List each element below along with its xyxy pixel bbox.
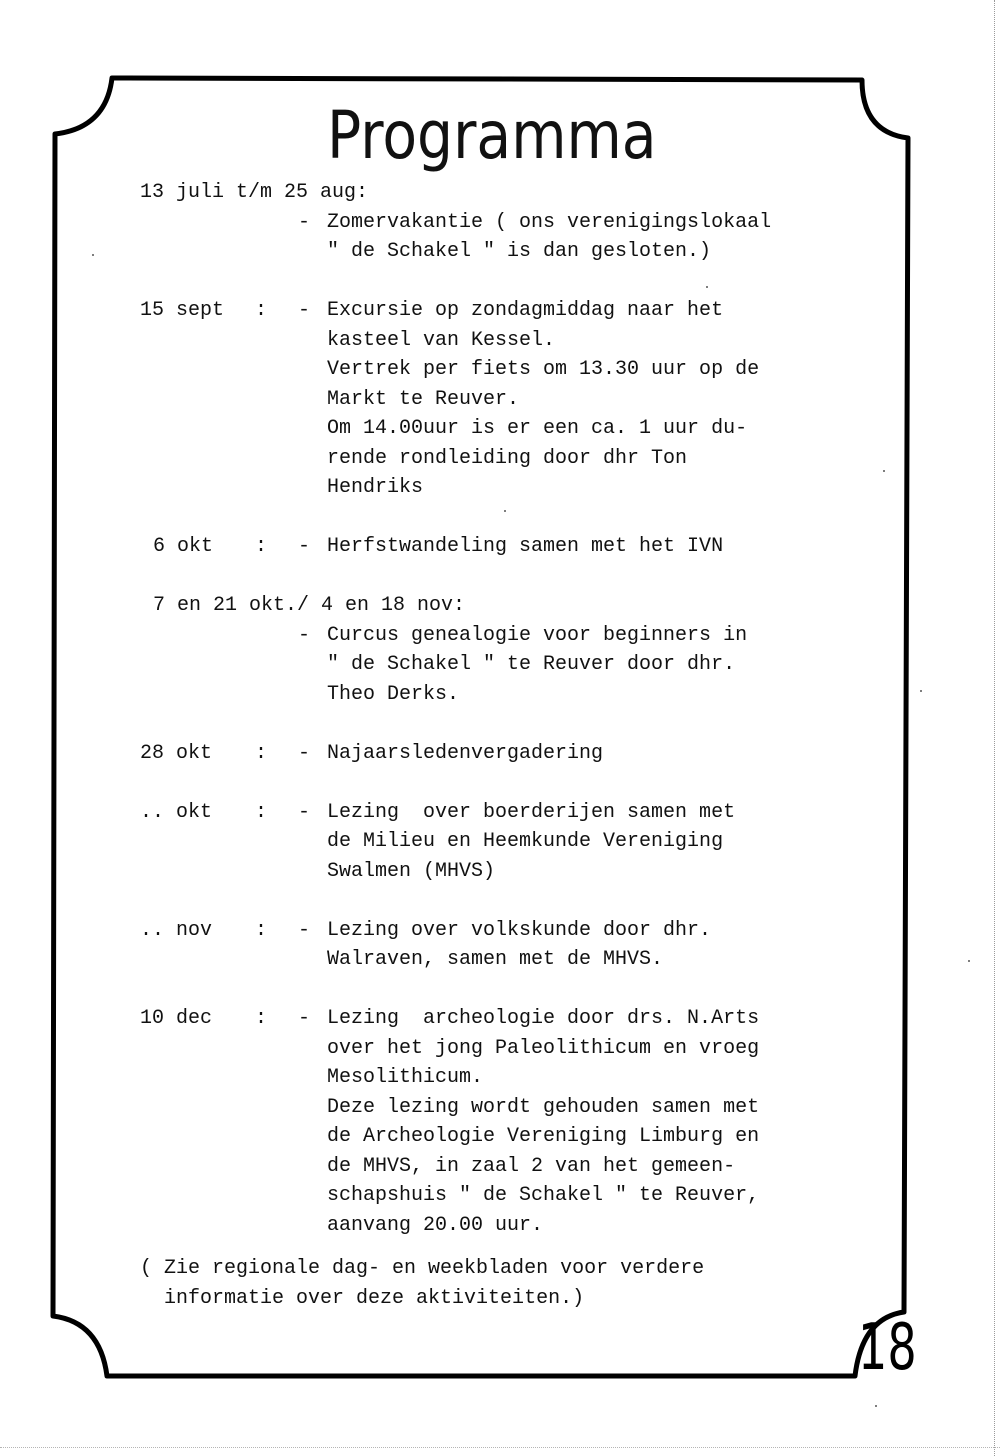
page-title: Programma xyxy=(327,97,657,174)
scan-speck xyxy=(875,1405,877,1407)
spacer xyxy=(140,503,880,533)
entry-date: 6 okt xyxy=(153,535,214,558)
footnote xyxy=(140,1254,880,1313)
scan-margin-horizontal xyxy=(0,1447,1000,1448)
entry-date: 13 juli t/m 25 aug: xyxy=(140,181,369,204)
entry-line: Najaarsledenvergadering xyxy=(327,741,604,765)
entry-line: de MHVS, in zaal 2 van het gemeen- xyxy=(327,1154,736,1178)
entry-row xyxy=(140,1063,880,1093)
spacer xyxy=(140,709,880,739)
entry-row xyxy=(140,1034,880,1064)
entry-row xyxy=(140,1093,880,1123)
entry-row xyxy=(140,532,880,562)
footnote-line: ( Zie regionale dag- en weekbladen voor verdere xyxy=(140,1257,705,1280)
entry-line: " de Schakel " te Reuver door dhr. xyxy=(327,653,736,676)
scan-speck xyxy=(883,470,885,472)
entry-row xyxy=(140,1004,880,1034)
entry-line: Mesolithicum. xyxy=(327,1066,484,1089)
entry-row xyxy=(140,945,880,975)
entry-line: de Archeologie Vereniging Limburg en xyxy=(327,1125,760,1148)
entry-line: Deze lezing wordt gehouden samen met xyxy=(327,1095,760,1119)
entry-row xyxy=(140,1181,880,1211)
spacer xyxy=(140,768,880,798)
entry-line: de Milieu en Heemkunde Vereniging xyxy=(327,830,724,853)
spacer xyxy=(140,267,880,297)
entry-line: Vertrek per fiets om 13.30 uur op de xyxy=(327,358,760,381)
entry-row xyxy=(140,916,880,946)
entry-line: schapshuis " de Schakel " te Reuver, xyxy=(327,1184,760,1207)
entry-line: Hendriks xyxy=(327,476,424,499)
entry-line: Walraven, samen met de MHVS. xyxy=(327,948,664,971)
entry-dash: - xyxy=(298,210,311,234)
entry-line: over het jong Paleolithicum en vroeg xyxy=(327,1036,760,1060)
entry-date: 15 sept xyxy=(140,299,225,322)
scan-speck xyxy=(92,254,94,256)
entry-line: Curcus genealogie voor beginners in xyxy=(327,623,748,647)
entry-header-row xyxy=(140,178,880,208)
entry-dash: - xyxy=(298,800,311,824)
entry-row xyxy=(140,444,880,474)
entry-line: Om 14.00uur is er een ca. 1 uur du- xyxy=(327,417,748,440)
entry-line: Excursie op zondagmiddag naar het xyxy=(327,299,724,322)
entry-colon: : xyxy=(255,535,268,558)
spacer xyxy=(140,562,880,592)
entry-dash: - xyxy=(298,741,311,765)
entry-line: rende rondleiding door dhr Ton xyxy=(327,446,688,470)
program-entry xyxy=(140,739,880,769)
page-number: 18 xyxy=(858,1311,917,1385)
entry-row xyxy=(140,798,880,828)
entry-row xyxy=(140,1152,880,1182)
entry-dash: - xyxy=(298,535,311,558)
entry-line: Lezing archeologie door drs. N.Arts xyxy=(327,1007,760,1030)
scan-speck xyxy=(968,960,970,962)
entry-row xyxy=(140,355,880,385)
entry-line: Herfstwandeling samen met het IVN xyxy=(327,535,724,558)
entry-row xyxy=(140,680,880,710)
spacer xyxy=(140,886,880,916)
entry-dash: - xyxy=(298,918,311,942)
program-entry xyxy=(140,1004,880,1240)
program-entry xyxy=(140,178,880,267)
entry-row xyxy=(140,473,880,503)
entry-row xyxy=(140,385,880,415)
entry-line: Swalmen (MHVS) xyxy=(327,859,496,883)
scan-margin-vertical xyxy=(994,0,995,1456)
entry-colon: : xyxy=(255,918,268,942)
entry-row xyxy=(140,414,880,444)
entry-line: kasteel van Kessel. xyxy=(327,328,556,352)
entry-line: Theo Derks. xyxy=(327,682,460,706)
program-entry xyxy=(140,532,880,562)
entry-date: .. okt xyxy=(140,800,213,824)
entry-date: .. nov xyxy=(140,918,213,942)
entry-line: aanvang 20.00 uur. xyxy=(327,1213,544,1237)
entry-date: 10 dec xyxy=(140,1007,213,1030)
entry-date: 28 okt xyxy=(140,741,213,765)
program-entry xyxy=(140,798,880,887)
entry-row xyxy=(140,827,880,857)
entry-row xyxy=(140,857,880,887)
entry-row xyxy=(140,1211,880,1241)
entry-colon: : xyxy=(255,741,268,765)
entry-dash: - xyxy=(298,299,311,322)
entry-colon: : xyxy=(255,299,268,322)
program-entry xyxy=(140,296,880,503)
entry-dash: - xyxy=(298,1007,311,1030)
entry-row xyxy=(140,237,880,267)
entry-line: Lezing over volkskunde door dhr. xyxy=(327,918,712,942)
entry-line: " de Schakel " is dan gesloten.) xyxy=(327,240,712,263)
program-entry xyxy=(140,591,880,709)
entry-line: Lezing over boerderijen samen met xyxy=(327,800,736,824)
entry-row xyxy=(140,1122,880,1152)
entry-row xyxy=(140,739,880,769)
entry-header-row xyxy=(140,591,880,621)
entry-date: 7 en 21 okt./ 4 en 18 nov: xyxy=(153,594,466,617)
program-list xyxy=(140,178,880,1313)
entry-row xyxy=(140,650,880,680)
entry-row xyxy=(140,208,880,238)
entry-dash: - xyxy=(298,623,311,647)
scan-speck xyxy=(920,690,922,692)
entry-row xyxy=(140,296,880,326)
entry-line: Markt te Reuver. xyxy=(327,387,520,411)
entry-line: Zomervakantie ( ons verenigingslokaal xyxy=(327,210,772,234)
footnote-line: informatie over deze aktiviteiten.) xyxy=(140,1286,585,1310)
entry-colon: : xyxy=(255,1007,268,1030)
entry-row xyxy=(140,326,880,356)
entry-row xyxy=(140,621,880,651)
program-entry xyxy=(140,916,880,975)
spacer xyxy=(140,975,880,1005)
entry-colon: : xyxy=(255,800,268,824)
